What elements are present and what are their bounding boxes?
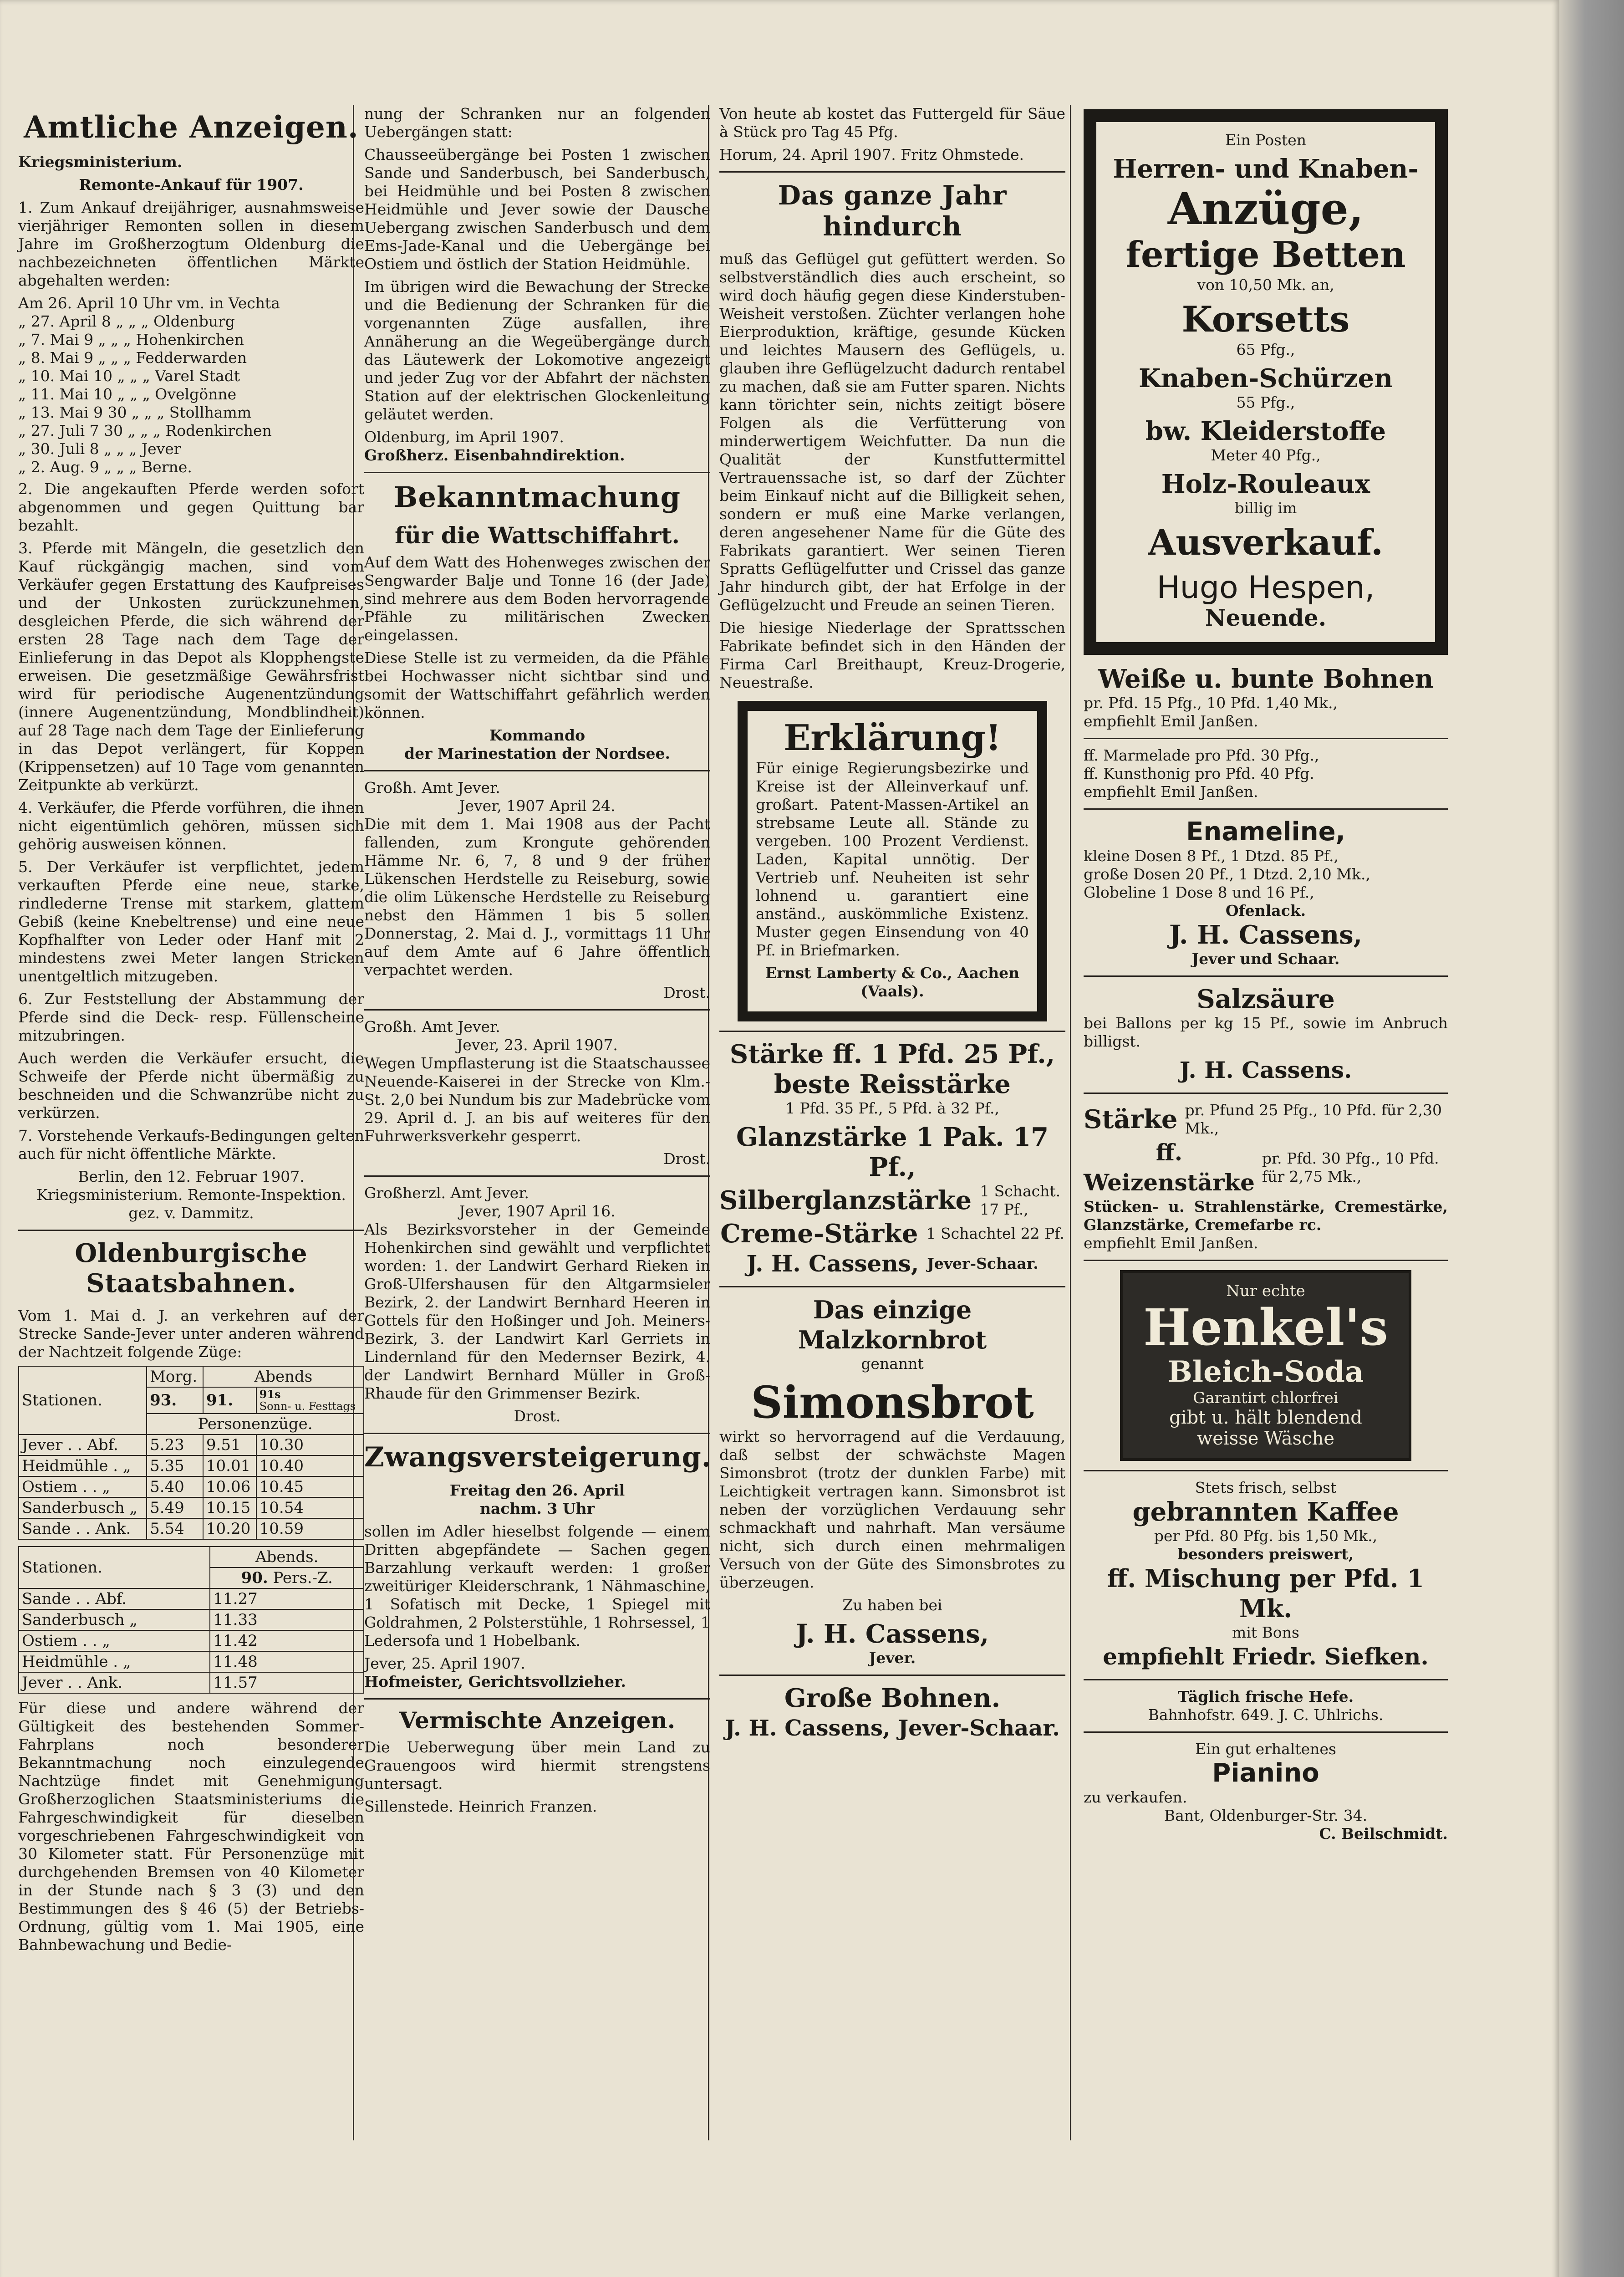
ad-line: Glanzstärke 1 Pak. 17 Pf.,: [736, 1122, 1049, 1182]
paragraph: Als Bezirksvorsteher in der Gemeinde Hohenkirchen sind gewählt und verpflichtet worden: 1. der Landwirt Gerhard Rieken in Groß-Ulfershausen für den Altgarmsieler Bezirk, 2. der Landwirt Bernhard Heeren in Gottels für den Hoßinger und Joh. Meiners-Bezirk, 3. der Landwirt Karl Gerriets in Lindernland für den Medernser Bezirk, 4. der Landwirt Bernhard Müller in Groß-Rhaude für den Grimmenser Bezirk.: [364, 1220, 710, 1402]
notice-title: Bekanntmachung: [394, 480, 681, 514]
ad-title: Salzsäure: [1196, 984, 1335, 1014]
paragraph: Diese Stelle ist zu vermeiden, da die Pfähle bei Hochwasser nicht sichtbar sind und somit der Wattschiffahrt gefährlich werden können.: [364, 649, 710, 721]
table-cell: 5.23: [147, 1435, 203, 1455]
ad-line: ff. Weizenstärke: [1084, 1139, 1255, 1196]
dateline: Oldenburg, im April 1907.: [364, 428, 564, 446]
table-cell: Jever . . Ank.: [19, 1672, 210, 1693]
ad-line: Creme-Stärke: [720, 1219, 918, 1249]
divider: [364, 1009, 710, 1011]
ad-price: 1 Schacht. 17 Pf.,: [980, 1182, 1061, 1218]
table-cell: Sande . . Ank.: [19, 1518, 147, 1539]
column-1: [18, 105, 364, 1959]
ad-line: Täglich frische Hefe.: [1177, 1688, 1354, 1705]
column-3: [719, 105, 1065, 1743]
paragraph: Für einige Regierungsbezirke und Kreise ist der Alleinverkauf unf. großart. Patent-Massen-Artikel an strebsame Leute all. Stände zu vergeben. 100 Prozent Verdienst. Laden, Kapital unnötig. Der Vertrieb unf. Neuheiten ist sehr lohnend u. garantiert eine anständ., auskömmliche Existenz. Muster gegen Einsendung von 40 Pf. in Briefmarken.: [756, 759, 1029, 959]
list-item: „ 30. Juli 8 „ „ „ Jever: [18, 440, 181, 458]
table-cell: 10.15: [203, 1497, 256, 1518]
ad-city: Neuende.: [1205, 604, 1327, 631]
rail-text: Für diese und andere während der Gültigkeit des bestehenden Sommer-Fahrplans noch besonderer Bekanntmachung noch einzulegende Nachtzüge findet mit Genehmigung Großherzoglichen Staatsministeriums die Fahrgeschwindigkeit für dieselben vorgeschriebenen Fahrgeschwindigkeit von 30 Kilometer statt. Für Personenzüge mit durchgehenden Bremsen von 40 Kilometer in der Stunde nach § 3 (3) und den Bestimmungen des § 46 (5) der Betriebs-Ordnung, gültig vom 1. Mai 1905, eine Bahnbewachung und Bedie-: [18, 1699, 364, 1954]
signoff: Berlin, den 12. Februar 1907.: [78, 1168, 305, 1185]
table-cell: 5.49: [147, 1497, 203, 1518]
ad-title: Erklärung!: [783, 717, 1002, 759]
ad-title: Weiße u. bunte Bohnen: [1098, 664, 1434, 694]
ad-line: gibt u. hält blendend: [1169, 1407, 1362, 1428]
ad-line: Garantirt chlorfrei: [1193, 1389, 1339, 1407]
table-header: Stationen.: [19, 1366, 147, 1435]
table-row: [19, 1672, 364, 1693]
auction-date: Freitag den 26. April: [449, 1481, 625, 1499]
ad-brand: Enameline,: [1186, 817, 1345, 847]
table-cell: Sanderbusch „: [19, 1609, 210, 1630]
table-cell: Ostiem . . „: [19, 1630, 210, 1651]
table-cell: 5.35: [147, 1455, 203, 1476]
ad-line: ff. Mischung per Pfd. 1 Mk.: [1107, 1564, 1424, 1623]
list-item: „ 2. Aug. 9 „ „ „ Berne.: [18, 458, 192, 476]
ad-city: Jever und Schaar.: [1191, 950, 1340, 968]
ad-price: pr. Pfund 25 Pfg., 10 Pfd. für 2,30 Mk.,: [1185, 1101, 1442, 1137]
ad-firm: Hugo Hespen,: [1156, 570, 1375, 606]
remonte-heading: Remonte-Ankauf für 1907.: [79, 176, 304, 194]
ad-line: bw. Kleiderstoffe: [1145, 416, 1386, 446]
ad-title: Das ganze Jahr hindurch: [778, 180, 1007, 242]
divider: [1084, 738, 1448, 739]
ad-line: Stücken- u. Strahlenstärke, Cremestärke, Glanzstärke, Cremefarbe rc.: [1084, 1198, 1448, 1234]
paragraph: 3. Pferde mit Mängeln, die gesetzlich den Kauf rückgängig machen, sind vom Verkäufer gegen Erstattung des Kaufpreises und der Unkosten zurückzunehmen, desgleichen Pferde, die sich während der ersten 28 Tage nach dem Tage der Einlieferung in das Depot als Klopphengste erweisen. Die gesetzmäßige Gewährsfrist wird für periodische Augenentzündung (innere Augenentzündung, Mondblindheit) auf 28 Tage nach dem Tage der Einlieferung in das Depot verlängert, für Koppen (Krippensetzen) auf 10 Tage vom genannten Zeitpunkte ab verkürzt.: [18, 539, 364, 794]
office-head: Großherzl. Amt Jever.: [364, 1184, 529, 1202]
rail-intro: Vom 1. Mai d. J. an verkehren auf der Strecke Sande-Jever unter anderen während der Nachtzeit folgende Züge:: [18, 1307, 364, 1361]
divider: [18, 1230, 364, 1231]
divider: [364, 472, 710, 473]
ad-price: 1 Schachtel 22 Pf.: [926, 1225, 1064, 1242]
table-cell: 10.54: [256, 1497, 364, 1518]
timetable-1: [18, 1366, 364, 1540]
list-item: „ 11. Mai 10 „ „ „ Ovelgönne: [18, 385, 237, 403]
table-cell: 10.45: [256, 1476, 364, 1497]
table-row: [19, 1518, 364, 1539]
ad-line: bei Ballons per kg 15 Pf., sowie im Anbruch billigst.: [1084, 1014, 1448, 1050]
dateline: Jever, 1907 April 24.: [459, 797, 616, 815]
table-cell: 10.20: [203, 1518, 256, 1539]
ad-line: Silberglanzstärke: [719, 1185, 972, 1215]
paragraph: Auf dem Watt des Hohenweges zwischen der Sengwarder Balje und Tonne 16 (der Jade) sind mehrere aus dem Boden hervorragende Pfähle zu militärischen Zwecken eingelassen.: [364, 553, 710, 644]
divider: [1084, 1260, 1448, 1261]
table-header: 91s: [259, 1388, 281, 1401]
signature: Drost.: [663, 984, 710, 1001]
ad-firm: J. H. Cassens,: [746, 1250, 919, 1277]
table-header: 93.: [147, 1387, 203, 1414]
office-head: Großh. Amt Jever.: [364, 1018, 500, 1036]
ad-line: Meter 40 Pfg.,: [1211, 446, 1321, 464]
ad-line: Herren- und Knaben-: [1113, 154, 1419, 184]
dateline: Jever, 1907 April 16.: [459, 1202, 616, 1220]
ad-brand: Simonsbrot: [751, 1377, 1034, 1428]
column-2: [364, 105, 710, 1820]
ad-line: zu verkaufen.: [1084, 1788, 1187, 1806]
ad-line: fertige Betten: [1125, 234, 1406, 276]
ad-line: pr. Pfd. 15 Pfg., 10 Pfd. 1,40 Mk.,: [1084, 694, 1338, 712]
ad-line: Bahnhofstr. 649. J. C. Uhlrichs.: [1148, 1706, 1384, 1724]
ad-line: 1 Pfd. 35 Pf., 5 Pfd. à 32 Pf.,: [785, 1099, 1000, 1117]
ad-line: Ein Posten: [1225, 131, 1307, 149]
page-edge: [1559, 0, 1624, 2277]
ad-line: 55 Pfg.,: [1236, 393, 1295, 411]
paragraph: nung der Schranken nur an folgenden Uebergängen statt:: [364, 105, 710, 141]
office-head: Großh. Amt Jever.: [364, 779, 500, 796]
table-cell: 10.30: [256, 1435, 364, 1455]
table-row: [19, 1609, 364, 1630]
divider: [1084, 1470, 1448, 1471]
list-item: „ 27. April 8 „ „ „ Oldenburg: [18, 312, 235, 330]
table-cell: 11.33: [210, 1609, 364, 1630]
ad-line: Ein gut erhaltenes: [1195, 1740, 1336, 1758]
section-title: Amtliche Anzeigen.: [24, 109, 359, 145]
paragraph: Die mit dem 1. Mai 1908 aus der Pacht fallenden, zum Krongute gehörenden Hämme Nr. 6, 7, 8 und 9 der früher Lükenschen Herdstelle zu Reiseburg, sowie die olim Lükensche Herdstelle zu Reiseburg nebst den Hämmen 1 bis 5 sollen Donnerstag, 2. Mai d. J., vormittags 11 Uhr auf dem Amte auf 6 Jahre öffentlich verpachtet werden.: [364, 815, 710, 979]
ad-line: Stärke ff. 1 Pfd. 25 Pf.,: [729, 1039, 1055, 1069]
paragraph: 1. Zum Ankauf dreijähriger, ausnahmsweise vierjähriger Remonten sollen in diesem Jahre im Großherzogtum Oldenburg die nachbezeichneten öffentlichen Märkte abgehalten werden:: [18, 199, 364, 289]
table-row: [19, 1588, 364, 1609]
table-cell: Jever . . Abf.: [19, 1435, 147, 1455]
ad-row: [1084, 1101, 1448, 1138]
auction-time: nachm. 3 Uhr: [480, 1500, 595, 1517]
ad-line: Ofenlack.: [1225, 902, 1306, 919]
paragraph: Auch werden die Verkäufer ersucht, die Schweife der Pferde nicht übermäßig zu beschneiden und die Schwanzrübe nicht zu verkürzen.: [18, 1049, 364, 1122]
table-cell: Heidmühle . „: [19, 1651, 210, 1672]
column-4: [1084, 105, 1448, 1848]
ad-line: beste Reisstärke: [774, 1069, 1011, 1099]
paragraph: 4. Verkäufer, die Pferde vorführen, die ihnen nicht eigentümlich gehören, müssen sich gehörig ausweisen können.: [18, 799, 364, 853]
divider: [719, 1675, 1065, 1676]
table-header: 90.: [241, 1569, 268, 1587]
divider: [1084, 1731, 1448, 1733]
table-cell: 10.06: [203, 1476, 256, 1497]
list-item: „ 7. Mai 9 „ „ „ Hohenkirchen: [18, 331, 244, 348]
paragraph: Die hiesige Niederlage der Sprattsschen Fabrikate befindet sich in den Händen der Firma Carl Breithaupt, Kreuz-Drogerie, Neuestraße.: [719, 619, 1065, 691]
paragraph: Im übrigen wird die Bewachung der Strecke und die Bedienung der Schranken für die vorgenannten Züge ausfallen, ihre Annäherung an die Wegeübergänge durch das Läutewerk der Lokomotive angezeigt und jeder Zug vor der Abfahrt der nächsten Station auf der elektrischen Glockenleitung geläutet werden.: [364, 278, 710, 423]
ad-brand: Henkel's: [1143, 1298, 1388, 1357]
ad-line: ff. Marmelade pro Pfd. 30 Pfg.,: [1084, 746, 1319, 764]
table-header: Abends: [203, 1366, 364, 1387]
list-item: „ 27. Juli 7 30 „ „ „ Rodenkirchen: [18, 422, 272, 439]
ad-line: kleine Dosen 8 Pf., 1 Dtzd. 85 Pf.,: [1084, 847, 1339, 865]
ad-line: von 10,50 Mk. an,: [1197, 276, 1334, 294]
table-cell: 5.54: [147, 1518, 203, 1539]
ad-line: 65 Pfg.,: [1236, 341, 1295, 358]
table-row: [19, 1476, 364, 1497]
ad-title: Pianino: [1212, 1758, 1319, 1788]
ad-row: [719, 1219, 1065, 1249]
ad-firm: J. H. Cassens,: [795, 1619, 989, 1649]
table-row: [19, 1630, 364, 1651]
ad-row: [1084, 1138, 1448, 1198]
ad-box-erklaerung: [738, 701, 1047, 1021]
signature: Hofmeister, Gerichtsvollzieher.: [364, 1673, 626, 1690]
list-item: „ 13. Mai 9 30 „ „ „ Stollhamm: [18, 403, 252, 421]
ad-title: gebrannten Kaffee: [1132, 1497, 1399, 1527]
signature: C. Beilschmidt.: [1319, 1825, 1448, 1843]
ad-line: empfiehlt Emil Janßen.: [1084, 783, 1258, 801]
ad-line: mit Bons: [1232, 1624, 1299, 1641]
table-header: Stationen.: [19, 1547, 210, 1588]
paragraph: Die Ueberwegung über mein Land zu Grauengoos wird hiermit strengstens untersagt.: [364, 1738, 710, 1792]
ministry: Kriegsministerium.: [18, 153, 183, 171]
table-header: Sonn- u. Festtags: [259, 1400, 356, 1413]
ad-firm: J. H. Cassens,: [1169, 920, 1363, 950]
ad-line: Holz-Rouleaux: [1161, 469, 1370, 499]
ad-line: Globeline 1 Dose 8 und 16 Pf.,: [1084, 883, 1314, 901]
ad-price: pr. Pfd. 30 Pfg., 10 Pfd. für 2,75 Mk.,: [1262, 1149, 1439, 1185]
divider: [1084, 1679, 1448, 1680]
table-cell: 11.57: [210, 1672, 364, 1693]
table-header: 91.: [203, 1387, 256, 1414]
signature: Drost.: [514, 1407, 561, 1425]
signature: Großherz. Eisenbahndirektion.: [364, 446, 625, 464]
divider: [719, 171, 1065, 173]
table-cell: 10.59: [256, 1518, 364, 1539]
table-cell: Sanderbusch „: [19, 1497, 147, 1518]
divider: [1084, 975, 1448, 977]
ad-title: Das einzige Malzkornbrot: [798, 1295, 987, 1354]
table-cell: 11.42: [210, 1630, 364, 1651]
divider: [719, 1286, 1065, 1287]
table-cell: 10.01: [203, 1455, 256, 1476]
paragraph: sollen im Adler hieselbst folgende — einem Dritten abgepfändete — Sachen gegen Barzahlung verkauft werden: 1 großer zweitüriger Kleiderschrank, 1 Nähmaschine, 1 Sofatisch mit Decke, 1 Spiegel mit Goldrahmen, 2 Polsterstühle, 1 Rohrsessel, 1 Ledersofa und 1 Hobelbank.: [364, 1522, 710, 1649]
ad-line: Korsetts: [1181, 299, 1350, 340]
dateline: Jever, 25. April 1907.: [364, 1654, 525, 1672]
paragraph: wirkt so hervorragend auf die Verdauung, daß selbst der schwächste Magen Simonsbrot (trotz der dunklen Farbe) mit Leichtigkeit vertragen kann. Simonsbrot ist neben der vorzüglichen Verdauung sehr schmackhaft und nahrhaft. Man versäume nicht, sich durch einen mehrmaligen Versuch von der Güte des Simonsbrotes zu überzeugen.: [719, 1428, 1065, 1591]
table-row: [19, 1455, 364, 1476]
list-item: „ 10. Mai 10 „ „ „ Varel Stadt: [18, 367, 240, 385]
ad-line: Stets frisch, selbst: [1195, 1479, 1337, 1496]
table-row: [19, 1651, 364, 1672]
divider: [364, 1175, 710, 1177]
table-header: Pers.-Z.: [273, 1569, 333, 1587]
paragraph: Von heute ab kostet das Futtergeld für Säue à Stück pro Tag 45 Pfg.: [719, 105, 1065, 141]
ad-line: weisse Wäsche: [1197, 1428, 1334, 1449]
table-header: Personenzüge.: [147, 1414, 364, 1435]
signoff: Kriegsministerium. Remonte-Inspektion.: [36, 1186, 346, 1204]
divider: [1084, 1093, 1448, 1094]
ad-line: Zu haben bei: [842, 1596, 942, 1614]
table-header: Abends.: [210, 1547, 364, 1567]
paragraph: 7. Vorstehende Verkaufs-Bedingungen gelten auch für nicht öffentliche Märkte.: [18, 1127, 364, 1163]
auction-title: Zwangsversteigerung.: [364, 1441, 712, 1473]
table-cell: Sande . . Abf.: [19, 1588, 210, 1609]
column-rule: [1070, 105, 1071, 2140]
ad-line: empfiehlt Emil Janßen.: [1084, 1234, 1258, 1252]
signature: Kommando: [489, 726, 585, 744]
paragraph: 5. Der Verkäufer ist verpflichtet, jedem verkauften Pferde eine neue, starke, rindlederne Trense mit starkem, glattem Gebiß (keine Knebeltrense) und eine neue Kopfhalfter von Leder oder Hanf mit 2 mindestens zwei Meter langen Stricken unentgeltlich mitzugeben.: [18, 858, 364, 985]
rail-title: Oldenburgische Staatsbahnen.: [75, 1238, 308, 1298]
ad-line: Anzüge,: [1167, 183, 1364, 235]
ad-line: ff. Kunsthonig pro Pfd. 40 Pfg.: [1084, 765, 1314, 782]
timetable-2: [18, 1546, 364, 1694]
ad-line: Bant, Oldenburger-Str. 34.: [1164, 1807, 1368, 1824]
ad-row: [719, 1249, 1065, 1279]
notice-subtitle: für die Wattschiffahrt.: [395, 522, 680, 549]
ad-line: besonders preiswert,: [1177, 1545, 1354, 1563]
signature: Drost.: [663, 1150, 710, 1168]
ad-line: genannt: [861, 1355, 924, 1373]
paragraph: Chausseeübergänge bei Posten 1 zwischen Sande und Sanderbusch, bei Sanderbusch, bei Heidmühle und bei Posten 8 zwischen Heidmühle und Jever sowie der Dausche Uebergang zwischen Sanderbusch und dem Ems-Jade-Kanal und die Uebergänge bei Ostiem und östlich der Station Heidmühle.: [364, 146, 710, 273]
ad-line: Ausverkauf.: [1148, 522, 1384, 563]
ad-firm: J. H. Cassens, Jever-Schaar.: [725, 1715, 1060, 1741]
table-cell: 10.40: [256, 1455, 364, 1476]
table-row: [19, 1435, 364, 1455]
ad-line: Nur echte: [1226, 1282, 1305, 1300]
table-cell: 11.48: [210, 1651, 364, 1672]
paragraph: 6. Zur Feststellung der Abstammung der Pferde sind die Deck- resp. Füllenscheine mitzubringen.: [18, 990, 364, 1044]
ad-firm: J. H. Cassens.: [1179, 1057, 1352, 1083]
ad-city: Jever-Schaar.: [927, 1255, 1039, 1272]
ad-box-hespen: [1084, 109, 1448, 655]
table-header: Morg.: [147, 1366, 203, 1387]
list-item: „ 8. Mai 9 „ „ „ Fedderwarden: [18, 349, 247, 367]
ad-line: Bleich-Soda: [1167, 1355, 1364, 1389]
ad-line: große Dosen 20 Pf., 1 Dtzd. 2,10 Mk.,: [1084, 865, 1370, 883]
table-cell: Ostiem . . „: [19, 1476, 147, 1497]
list-item: Am 26. April 10 Uhr vm. in Vechta: [18, 294, 280, 312]
table-cell: 5.40: [147, 1476, 203, 1497]
ad-row: [719, 1182, 1065, 1219]
paragraph: Wegen Umpflasterung ist die Staatschaussee Neuende-Kaiserei in der Strecke von Klm.-St. 2,0 bei Nundum bis zur Madebrücke vom 29. April d. J. an bis auf weiteres für den Fuhrwerksverkehr gesperrt.: [364, 1054, 710, 1145]
table-cell: 11.27: [210, 1588, 364, 1609]
market-list: [18, 294, 364, 476]
ad-title: Große Bohnen.: [784, 1683, 1001, 1713]
table-cell: 9.51: [203, 1435, 256, 1455]
misc-title: Vermischte Anzeigen.: [399, 1707, 676, 1734]
signature: Horum, 24. April 1907. Fritz Ohmstede.: [719, 146, 1024, 163]
ad-line: empfiehlt Emil Janßen.: [1084, 712, 1258, 730]
divider: [364, 1433, 710, 1434]
divider: [364, 770, 710, 771]
ad-line: Knaben-Schürzen: [1138, 363, 1393, 393]
paragraph: muß das Geflügel gut gefüttert werden. So selbstverständlich dies auch erscheint, so wird doch häufig gegen diese Kinderstuben-Weisheit verstoßen. Züchter verlangen hohe Eierproduktion, kräftige, gesunde Kücken und leichtes Mausern des Geflügels, u. glauben ihre Geflügelzucht dadurch rentabel zu machen, daß sie am Futter sparen. Nichts kann törichter sein, nichts zeitigt bösere Folgen als die Verfütterung von minderwertigem Weichfutter. Da nun die Qualität der Kunstfuttermittel Vertrauenssache ist, so darf der Züchter beim Einkauf nicht auf die Billigkeit sehen, sondern er muß eine Marke verlangen, deren angesehener Name für die Güte des Fabrikats garantiert. Wer seinen Tieren Spratts Geflügelfutter und Crissel das ganze Jahr hindurch gibt, der hat Erfolge in der Geflügelzucht und Freude an seinen Tieren.: [719, 250, 1065, 614]
signoff: gez. v. Dammitz.: [128, 1204, 254, 1222]
ad-line: billig im: [1234, 499, 1297, 517]
divider: [719, 1031, 1065, 1032]
ad-line: per Pfd. 80 Pfg. bis 1,50 Mk.,: [1154, 1527, 1378, 1545]
ad-city: Jever.: [869, 1649, 916, 1667]
table-row: [19, 1497, 364, 1518]
paragraph: 2. Die angekauften Pferde werden sofort abgenommen und gegen Quittung bar bezahlt.: [18, 480, 364, 534]
dateline: Jever, 23. April 1907.: [457, 1036, 618, 1054]
signature: Ernst Lamberty & Co., Aachen (Vaals).: [765, 964, 1020, 1000]
table-cell: Heidmühle . „: [19, 1455, 147, 1476]
signature: Sillenstede. Heinrich Franzen.: [364, 1797, 597, 1815]
henkel-logo-ad: [1120, 1270, 1411, 1461]
divider: [1084, 808, 1448, 810]
signature: der Marinestation der Nordsee.: [404, 745, 670, 762]
divider: [364, 1698, 710, 1700]
ad-firm: empfiehlt Friedr. Siefken.: [1103, 1643, 1429, 1670]
ad-line: Stärke: [1084, 1104, 1178, 1134]
